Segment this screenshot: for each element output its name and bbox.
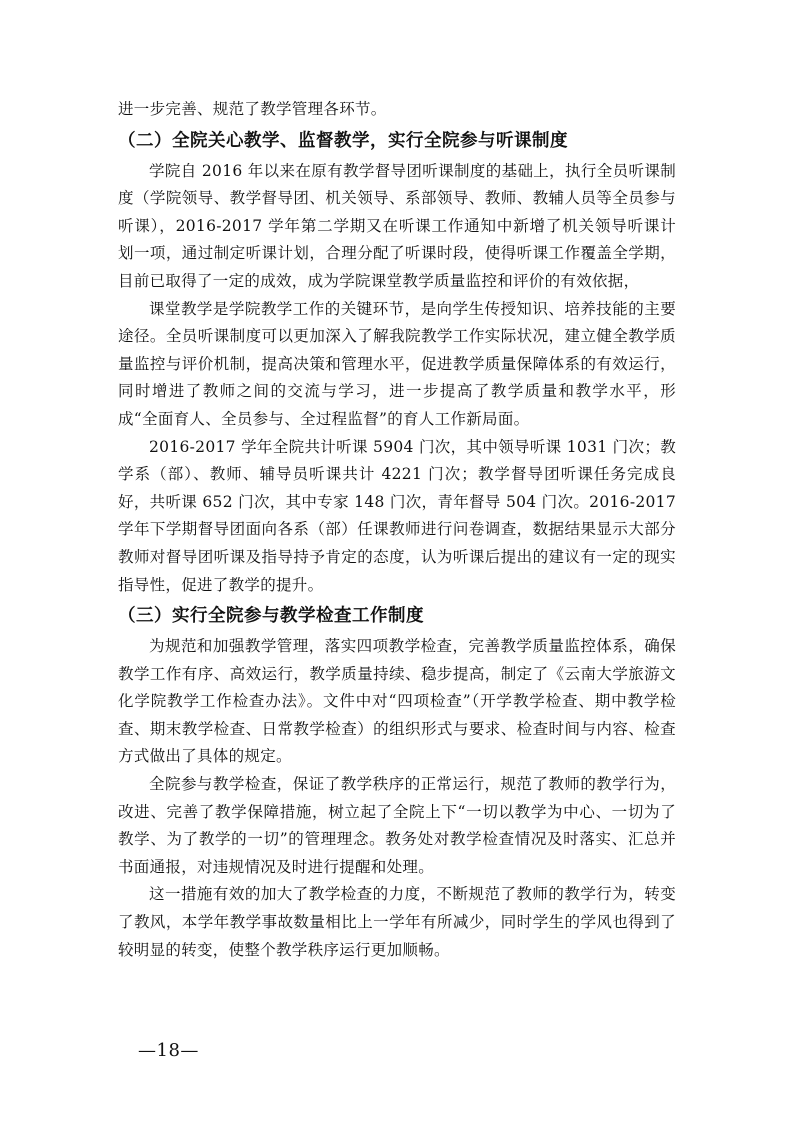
section-heading-2: （二）全院关心教学、监督教学，实行全院参与听课制度 (118, 130, 568, 151)
paragraph-statistics: 2016-2017 学年全院共计听课 5904 门次，其中领导听课 1031 门次；教学系（部）、教师、辅导员听课共计 4221 门次；教学督导团听课任务完成良好，共听课 652 门次，其中专家 148 门次，青年督导 504 门次。2016-2017 学年下学期督导团面向各系（部）任课教师进行问卷调查，数据结果显示大部分教师对督导团听课及指导持予肯定的态度，认为听课后提出的建议有一定的现实指导性，促进了教学的提升。 (118, 437, 676, 594)
paragraph-listening-system: 学院自 2016 年以来在原有教学督导团听课制度的基础上，执行全员听课制度（学院领导、教学督导团、机关领导、系部领导、教师、教辅人员等全员参与听课），2016-2017 学年第二学期又在听课工作通知中新增了机关领导听课计划一项，通过制定听课计划，合理分配了听课时段，使得听课工作覆盖全学期，目前已取得了一定的成效，成为学院课堂教学质量监控和评价的有效依据， (118, 161, 676, 290)
paragraph-continuation: 进一步完善、规范了教学管理各环节。 (118, 100, 387, 118)
paragraph-classroom-teaching: 课堂教学是学院教学工作的关键环节，是向学生传授知识、培养技能的主要途径。全员听课制度可以更加深入了解我院教学工作实际状况，建立健全教学质量监控与评价机制，提高决策和管理水平，促进教学质量保障体系的有效运行，同时增进了教师之间的交流与学习，进一步提高了教学质量和教学水平，形成“全面育人、全员参与、全过程监督”的育人工作新局面。 (118, 299, 676, 428)
page-number: —18— (138, 1040, 199, 1061)
document-body (118, 96, 676, 964)
paragraph-inspection-effect: 这一措施有效的加大了教学检查的力度，不断规范了教师的教学行为，转变了教风，本学年教学事故数量相比上一学年有所减少，同时学生的学风也得到了较明显的转变，使整个教学秩序运行更加顺畅。 (118, 885, 676, 959)
paragraph-inspection-participation: 全院参与教学检查，保证了教学秩序的正常运行，规范了教师的教学行为，改进、完善了教学保障措施，树立起了全院上下“一切以教学为中心、一切为了教学、为了教学的一切”的管理理念。教务处对教学检查情况及时落实、汇总并书面通报，对违规情况及时进行提醒和处理。 (118, 775, 676, 876)
paragraph-inspection-rules: 为规范和加强教学管理，落实四项教学检查，完善教学质量监控体系，确保教学工作有序、高效运行，教学质量持续、稳步提高，制定了《云南大学旅游文化学院教学工作检查办法》。文件中对“四项检查”（开学教学检查、期中教学检查、期末教学检查、日常教学检查）的组织形式与要求、检查时间与内容、检查方式做出了具体的规定。 (118, 637, 676, 766)
section-heading-3: （三）实行全院参与教学检查工作制度 (118, 606, 424, 627)
